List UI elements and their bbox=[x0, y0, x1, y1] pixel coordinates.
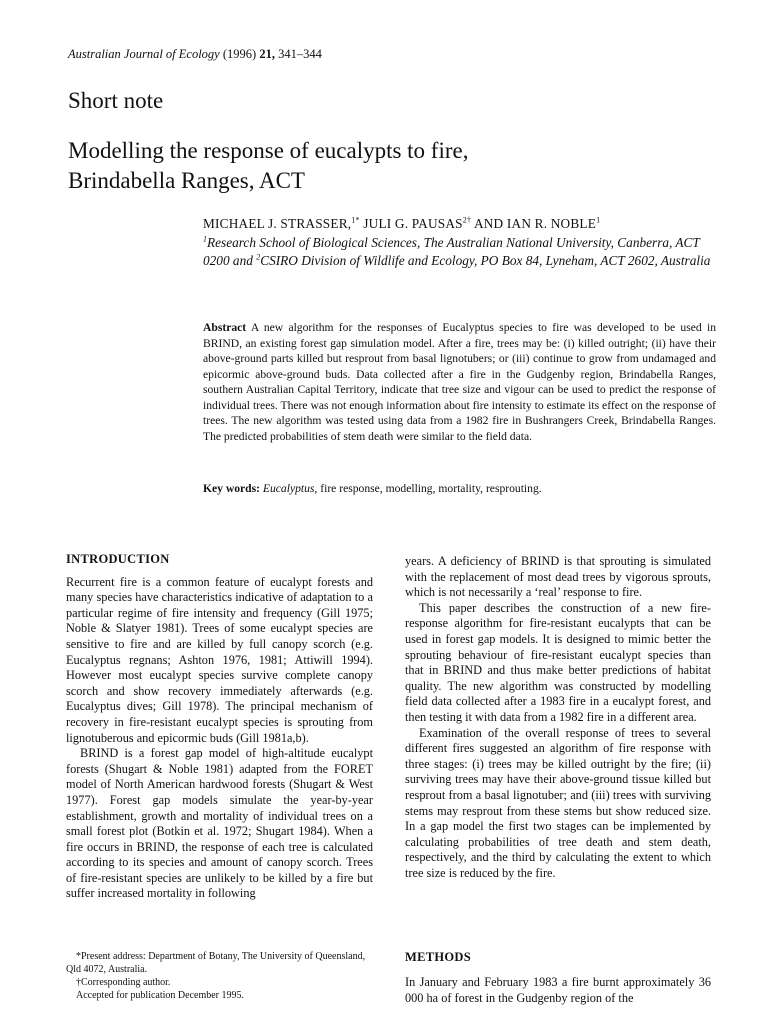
intro-paragraph-5: Examination of the overall response of trees to several different fires suggested an algorithm of fire response with three stages: (i) trees may be killed outright by the fire; (ii) surviving trees may have their above-ground tissue killed but resprout from a basal lignotuber; and (iii) trees with surviving stems may resprout from these stems but show reduced size. In a gap model the first two stages can be implemented by calculating probabilities of tree death and stem death, respectively, and the third by calculating the extent to which tree size is reduced by the fire. bbox=[405, 725, 711, 880]
title-line-2: Brindabella Ranges, ACT bbox=[68, 168, 305, 193]
journal-pages: 341–344 bbox=[278, 47, 322, 61]
author-pausas: JULI G. PAUSAS bbox=[363, 216, 463, 231]
affil-mark-1: 1 bbox=[203, 234, 207, 244]
footnote-corresponding: †Corresponding author. bbox=[76, 977, 171, 988]
keywords-label: Key words: bbox=[203, 482, 260, 495]
journal-citation bbox=[68, 47, 322, 62]
journal-name: Australian Journal of Ecology bbox=[68, 47, 220, 61]
affil-line-1: Research School of Biological Sciences, The Australian National University, Canberra, ACT 0200 and bbox=[203, 235, 700, 268]
author-strasser: MICHAEL J. STRASSER, bbox=[203, 216, 352, 231]
abstract bbox=[203, 320, 716, 444]
author-pausas-mark: 2† bbox=[462, 215, 472, 225]
keyword-eucalyptus: Eucalyptus, bbox=[262, 482, 318, 495]
author-list bbox=[203, 216, 600, 232]
title-line-1: Modelling the response of eucalypts to fire, bbox=[68, 138, 469, 163]
introduction-heading: INTRODUCTION bbox=[66, 552, 170, 566]
journal-volume: 21, bbox=[259, 47, 275, 61]
footnote-present-address: *Present address: Department of Botany, The University of Queensland, Qld 4072, Australia. bbox=[66, 951, 366, 975]
intro-paragraph-2: BRIND is a forest gap model of high-altitude eucalypt forests (Shugart & Noble 1981) adapted from the FORET model of North American hardwood forests (Shugart & West 1977). Forest gap models simulate the year-by-year establishment, growth and mortality of individual trees on a small forest plot (Botkin et al. 1972; Shugart 1984). When a fire occurs in BRIND, the response of each tree is calculated according to its species and amount of canopy scorch. Trees of fire-resistant species are unlikely to be killed by a fire but suffer increased mortality in following bbox=[66, 746, 373, 901]
intro-paragraph-1: Recurrent fire is a common feature of eucalypt forests and many species have characteristics indicative of adaptation to a particular regime of fire intensity and frequency (Gill 1975; Noble & Slatyer 1981). Trees of some eucalypt species are sensitive to fire and are killed by full canopy scorch (e.g. Eucalyptus regnans; Ashton 1976, 1981; Attiwill 1994). However most eucalypt species survive complete canopy scorch and show recovery immediately afterwards (e.g. Eucalyptus dives; Gill 1978). The principal mechanism of recovery in fire-resistant eucalypt species is sprouting from lignotuberous and epicormic buds (Gill 1981a,b). bbox=[66, 574, 373, 745]
journal-year: (1996) bbox=[222, 47, 257, 61]
abstract-text: A new algorithm for the responses of Eucalyptus species to fire was developed to be used in BRIND, an existing forest gap simulation model. After a fire, trees may be: (i) killed outright; (ii) have their above-ground parts killed but resprout from basal lignotubers; or (iii) continue to grow from undamaged and epicormic above-ground buds. Data collected after a fire in the Gudgenby region, Brindabella Ranges, southern Australian Capital Territory, indicate that tree size and vigour can be used to predict the response of individual trees. There was not enough information about fire intensity to estimate its effect on the response of trees. The new algorithm was tested using data from a 1982 fire in Bushrangers Creek, Brindabella Ranges. The predicted probabilities of stem death were similar to the field data. bbox=[203, 321, 716, 443]
methods-heading: METHODS bbox=[405, 950, 471, 964]
keywords bbox=[203, 482, 716, 495]
affil-mark-2: 2 bbox=[256, 252, 261, 262]
author-noble: AND IAN R. NOBLE bbox=[473, 216, 597, 231]
intro-paragraph-4: This paper describes the construction of a new fire-response algorithm for fire-resistant eucalypts that can be used in forest gap models. It is designed to mimic better the sprouting behaviour of fire-resistant eucalypt species than that in BRIND and thus make better predictions of habitat quality. The new algorithm was constructed by modelling field data collected after a 1983 fire in a eucalypt forest, and then testing it with data from a 1982 fire in a different area. bbox=[405, 600, 711, 724]
paper-title bbox=[68, 136, 708, 196]
affiliations bbox=[203, 234, 723, 270]
footnotes bbox=[66, 950, 373, 1002]
introduction-column-left bbox=[66, 552, 373, 902]
section-label: Short note bbox=[68, 88, 164, 113]
affil-line-2: CSIRO Division of Wildlife and Ecology, PO Box 84, Lyneham, ACT 2602, Australia bbox=[260, 253, 711, 268]
keywords-rest: fire response, modelling, mortality, resprouting. bbox=[320, 482, 542, 495]
author-noble-mark: 1 bbox=[596, 215, 601, 225]
methods-paragraph: In January and February 1983 a fire burnt approximately 36 000 ha of forest in the Gudgenby region of the bbox=[405, 975, 711, 1005]
footnote-accepted: Accepted for publication December 1995. bbox=[76, 990, 244, 1001]
author-strasser-mark: 1* bbox=[351, 215, 360, 225]
introduction-column-right bbox=[405, 554, 711, 881]
intro-paragraph-3: years. A deficiency of BRIND is that sprouting is simulated with the replacement of most dead trees by vigorous sprouts, which is not necessarily a ‘real’ response to fire. bbox=[405, 554, 711, 600]
abstract-label: Abstract bbox=[203, 321, 247, 334]
